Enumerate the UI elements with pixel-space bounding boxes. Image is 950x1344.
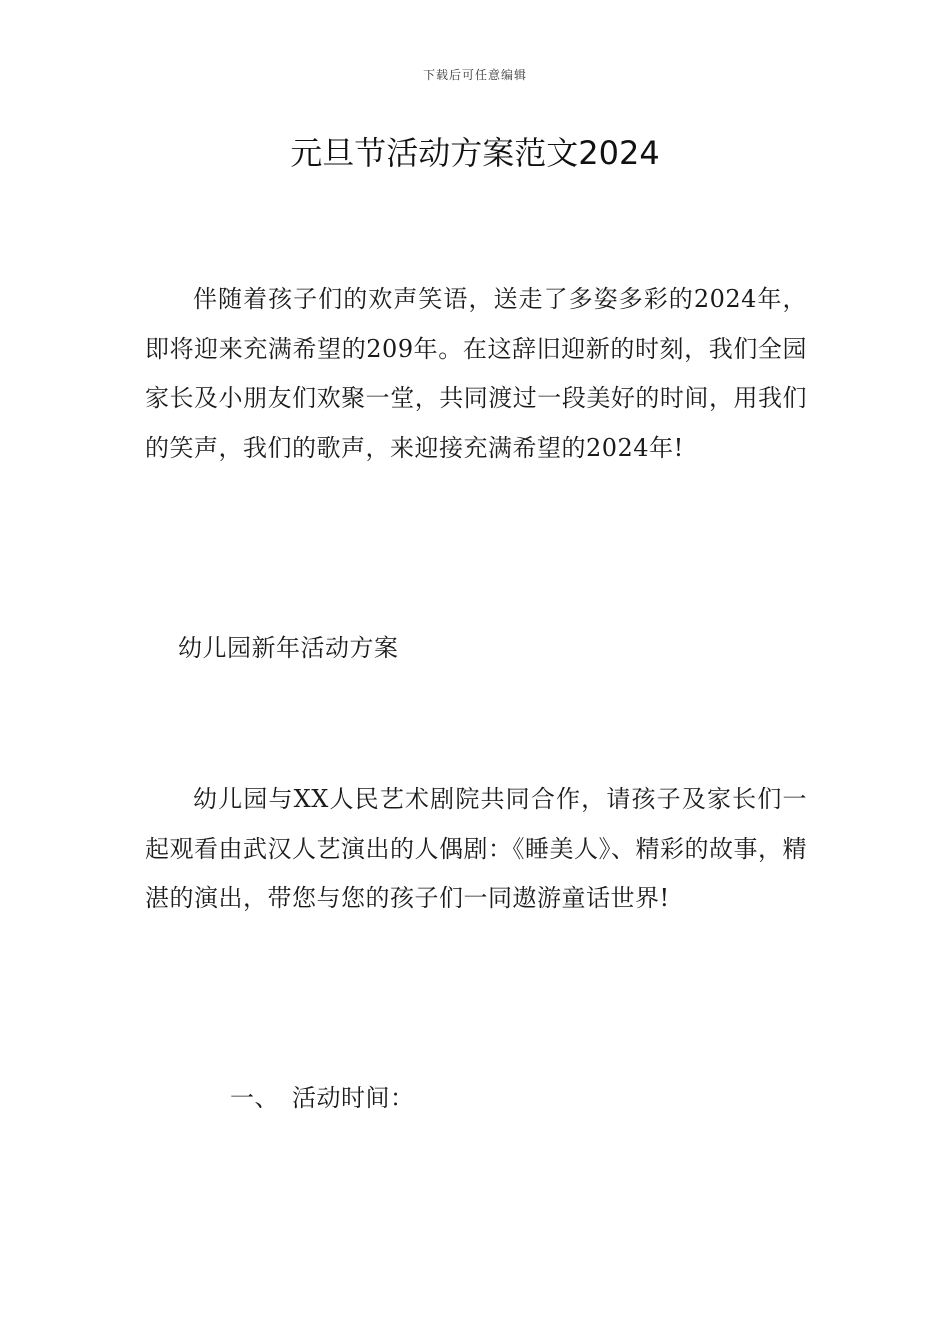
document-title: 元旦节活动方案范文2024 <box>290 134 660 172</box>
header-note: 下载后可任意编辑 <box>422 68 527 82</box>
body-paragraph: 幼儿园与XX人民艺术剧院共同合作，请孩子及家长们一起观看由武汉人艺演出的人偶剧：《睡美人》、精彩的故事，精湛的演出，带您与您的孩子们一同遨游童话世界! <box>145 785 807 912</box>
section-label: 活动时间： <box>292 1084 415 1112</box>
section-number: 一、 <box>230 1084 279 1112</box>
section-heading <box>230 1078 415 1118</box>
section-subheading: 幼儿园新年活动方案 <box>178 634 399 662</box>
intro-paragraph: 伴随着孩子们的欢声笑语，送走了多姿多彩的2024年，即将迎来充满希望的209年。在这辞旧迎新的时刻，我们全园家长及小朋友们欢聚一堂，共同渡过一段美好的时间，用我们的笑声，我们的歌声，来迎接充满希望的2024年! <box>145 285 807 462</box>
